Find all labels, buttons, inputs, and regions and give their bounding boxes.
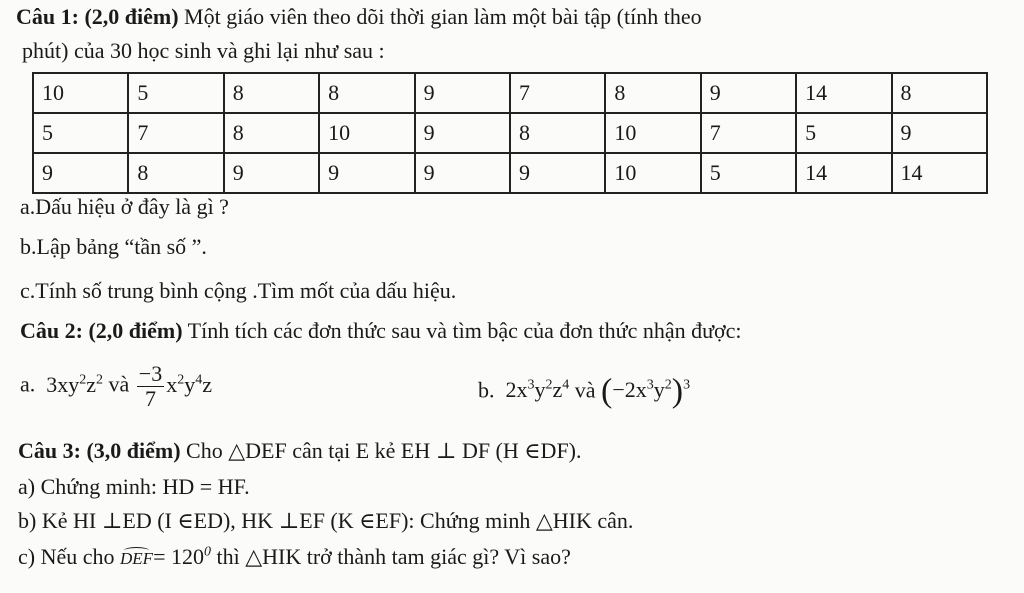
data-table <box>32 72 988 194</box>
q2-b-and: và <box>574 377 596 403</box>
q2-a-term2: $x^2y^4z$ <box>166 371 212 397</box>
table-cell: 8 <box>128 153 223 193</box>
q3-part-b: b) Kẻ HI ⊥ED (I ∈ED), HK ⊥EF (K ∈EF): Chứng minh △HIK cân. <box>18 508 634 533</box>
q2-b-term1: $2x^3y^2z^4$ <box>500 377 570 403</box>
q3-c-angle: DEF <box>120 549 154 568</box>
q2-a-label: a. <box>20 371 36 397</box>
table-cell: 10 <box>33 73 128 113</box>
table-cell: 7 <box>510 73 605 113</box>
q2-a-den: 7 <box>145 386 156 412</box>
table-cell: 10 <box>605 113 700 153</box>
table-cell: 9 <box>224 153 319 193</box>
q2-a-term1: $3xy^2z^2$ <box>40 371 104 397</box>
table-cell: 5 <box>128 73 223 113</box>
table-cell: 8 <box>510 113 605 153</box>
q3-c-pre: c) Nếu cho <box>18 544 115 569</box>
q2-line <box>20 318 742 344</box>
table-cell: 10 <box>605 153 700 193</box>
q2-a-and: và <box>108 371 130 397</box>
q3-c-degree: 0 <box>203 544 211 560</box>
table-cell: 8 <box>892 73 987 113</box>
table-cell: 5 <box>701 153 796 193</box>
q3-text: Cho △DEF cân tại E kẻ EH ⊥ DF (H ∈DF). <box>186 438 582 463</box>
table-row <box>33 113 987 153</box>
table-cell: 9 <box>415 113 510 153</box>
q3-title: Câu 3: (3,0 điểm) <box>18 438 181 463</box>
table-cell: 8 <box>605 73 700 113</box>
table-cell: 14 <box>796 73 891 113</box>
table-row <box>33 153 987 193</box>
q2-a-fraction <box>137 362 164 411</box>
q1-text2: phút) của 30 học sinh và ghi lại như sau : <box>22 38 385 63</box>
table-cell: 14 <box>892 153 987 193</box>
table-cell: 9 <box>701 73 796 113</box>
table-cell: 10 <box>319 113 414 153</box>
table-cell: 5 <box>33 113 128 153</box>
table-cell: 9 <box>510 153 605 193</box>
table-cell: 14 <box>796 153 891 193</box>
table-cell: 9 <box>415 73 510 113</box>
table-cell: 9 <box>892 113 987 153</box>
q2-a-num: −3 <box>138 361 163 386</box>
q1-title: Câu 1: (2,0 điêm) <box>16 4 179 29</box>
table-cell: 9 <box>319 153 414 193</box>
q3-part-c <box>18 544 571 570</box>
q1-line1 <box>16 4 702 30</box>
table-cell: 8 <box>319 73 414 113</box>
q2-part-a <box>20 362 212 411</box>
q2-part-b <box>478 372 690 413</box>
q1-part-b: b.Lập bảng “tần số ”. <box>20 234 207 259</box>
q2-text: Tính tích các đơn thức sau và tìm bậc của đơn thức nhận được: <box>187 318 742 343</box>
q3-c-eq: = 120 <box>153 544 204 569</box>
table-cell: 7 <box>128 113 223 153</box>
table-cell: 5 <box>796 113 891 153</box>
table-row <box>33 73 987 113</box>
q1-text1: Một giáo viên theo dõi thời gian làm một bài tập (tính theo <box>184 4 702 29</box>
q2-b-term2: $(-2x^3y^2)^3$ <box>601 373 691 410</box>
q2-b-label: b. <box>478 377 495 403</box>
table-cell: 8 <box>224 73 319 113</box>
table-cell: 8 <box>224 113 319 153</box>
table-cell: 7 <box>701 113 796 153</box>
q3-line1 <box>18 438 582 464</box>
table-cell: 9 <box>415 153 510 193</box>
q2-title: Câu 2: (2,0 điểm) <box>20 318 183 343</box>
q1-part-c: c.Tính số trung bình cộng .Tìm mốt của dấu hiệu. <box>20 278 457 303</box>
table-cell: 9 <box>33 153 128 193</box>
q3-part-a: a) Chứng minh: HD = HF. <box>18 474 250 499</box>
q3-c-post: thì △HIK trở thành tam giác gì? Vì sao? <box>216 544 571 569</box>
q1-part-a: a.Dấu hiệu ở đây là gì ? <box>20 194 229 219</box>
